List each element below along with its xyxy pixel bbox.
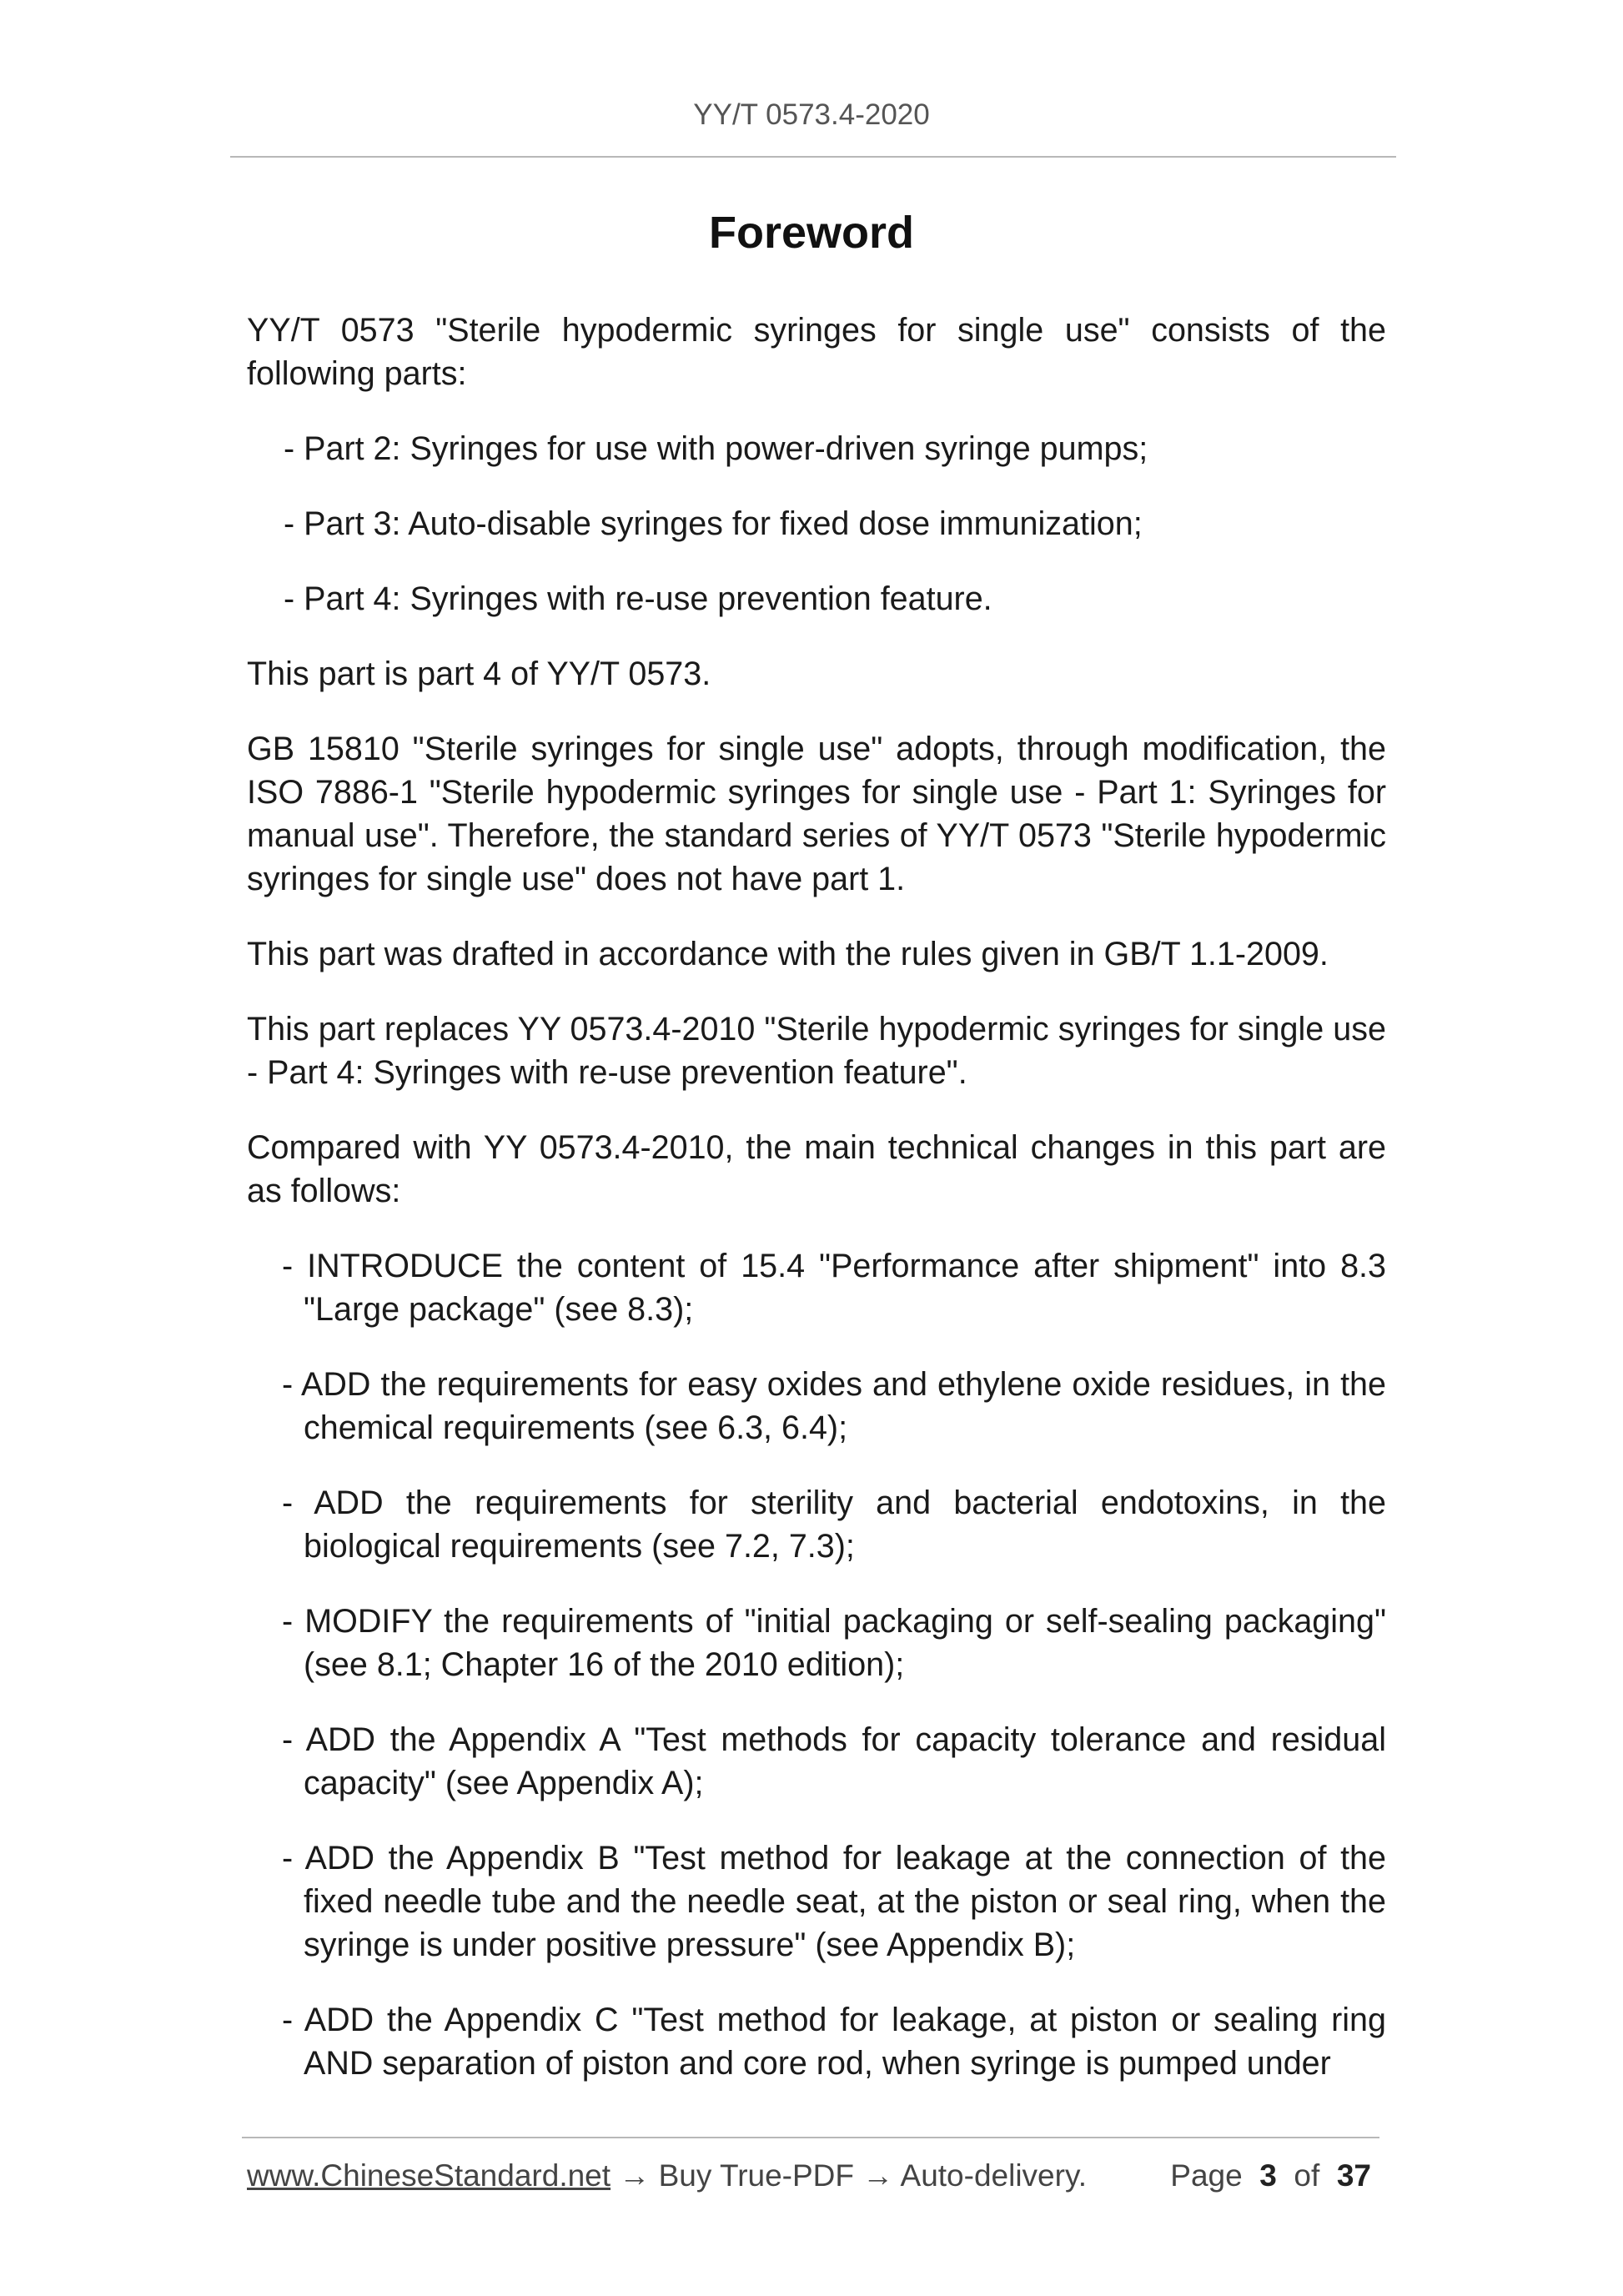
foreword-body <box>247 309 1386 2117</box>
page-label: Page <box>1170 2158 1243 2193</box>
page-header-doc-code: YY/T 0573.4-2020 <box>693 98 930 131</box>
changes-intro-paragraph: Compared with YY 0573.4-2010, the main technical changes in this part are as follows: <box>247 1129 1386 1209</box>
part-statement: This part is part 4 of YY/T 0573. <box>247 656 711 692</box>
change-item-biological: - ADD the requirements for sterility and bacterial endotoxins, in the biological requirements (see 7.2, 7.3); <box>282 1485 1386 1565</box>
footer-promo <box>247 2158 1087 2193</box>
header-divider <box>230 156 1396 158</box>
replaces-paragraph: This part replaces YY 0573.4-2010 "Sterile hypodermic syringes for single use - Part 4: Syringes with re-use prevention feature". <box>247 1011 1386 1091</box>
drafting-rules-paragraph: This part was drafted in accordance with the rules given in GB/T 1.1-2009. <box>247 936 1329 972</box>
change-item-chemical: - ADD the requirements for easy oxides and ethylene oxide residues, in the chemical requirements (see 6.3, 6.4); <box>282 1366 1386 1446</box>
change-item-appendix-c: - ADD the Appendix C "Test method for leakage, at piston or sealing ring AND separation of piston and core rod, when syringe is pumped under <box>282 2002 1386 2082</box>
footer-promo-text: → Buy True-PDF → Auto-delivery. <box>611 2158 1087 2193</box>
page-number: 3 <box>1259 2158 1277 2193</box>
footer-divider <box>242 2137 1379 2138</box>
page-indicator <box>1170 2158 1371 2193</box>
change-item-appendix-b: - ADD the Appendix B "Test method for leakage at the connection of the fixed needle tube and the needle seat, at the piston or seal ring, when the syringe is under positive pressure" (see Appendix B); <box>282 1840 1386 1963</box>
list-item-part-2: - Part 2: Syringes for use with power-driven syringe pumps; <box>284 430 1148 467</box>
total-pages: 37 <box>1336 2158 1371 2193</box>
list-item-part-4: - Part 4: Syringes with re-use prevention feature. <box>284 580 992 617</box>
change-item-appendix-a: - ADD the Appendix A "Test methods for capacity tolerance and residual capacity" (see Appendix A); <box>282 1721 1386 1801</box>
intro-paragraph: YY/T 0573 "Sterile hypodermic syringes for single use" consists of the following parts: <box>247 312 1386 392</box>
page-title: Foreword <box>708 208 914 258</box>
change-item-introduce: - INTRODUCE the content of 15.4 "Performance after shipment" into 8.3 "Large package" (see 8.3); <box>282 1248 1386 1328</box>
site-link[interactable]: www.ChineseStandard.net <box>247 2158 611 2193</box>
of-label: of <box>1294 2158 1320 2193</box>
gb-note-paragraph: GB 15810 "Sterile syringes for single use" adopts, through modification, the ISO 7886-1 "Sterile hypodermic syringes for single use - Part 1: Syringes for manual use". Therefore, the standard series of YY/T 0573 "Sterile hypodermic syringes for single use" does not have part 1. <box>247 731 1386 897</box>
list-item-part-3: - Part 3: Auto-disable syringes for fixed dose immunization; <box>284 505 1143 542</box>
change-item-packaging: - MODIFY the requirements of "initial packaging or self-sealing packaging" (see 8.1; Chapter 16 of the 2010 edition); <box>282 1603 1386 1683</box>
